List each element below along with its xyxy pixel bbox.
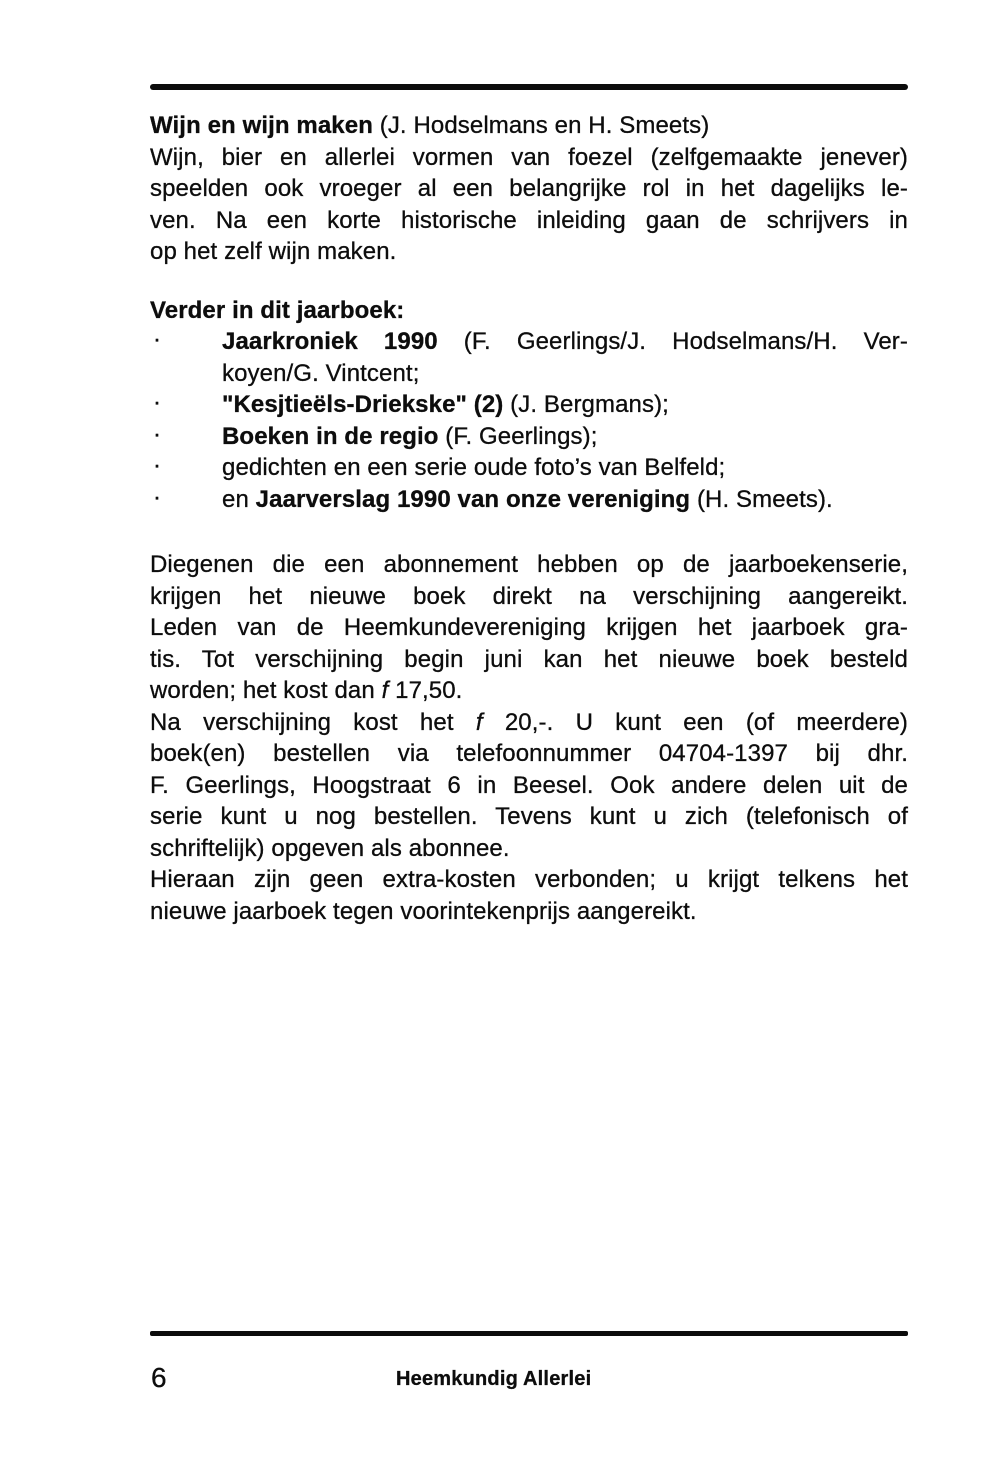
text-segment: f <box>475 708 483 736</box>
text-segment: krijgen het nieuwe boek direkt na verschijning aangereikt. <box>150 582 908 610</box>
text-segment: 20,-. U kunt een (of meerdere) <box>482 708 908 736</box>
text-line <box>150 738 908 770</box>
text-segment: Na verschijning kost het <box>150 708 476 736</box>
text-line <box>150 358 908 390</box>
text-segment: "Kesjtieëls-Driekske" (2) <box>222 391 504 418</box>
text-segment: gedichten en een serie oude foto’s van Belfeld; <box>222 454 726 481</box>
text-segment: (F. Geerlings/J. Hodselmans/H. Ver- <box>437 328 908 355</box>
bullet-icon: · <box>153 483 162 511</box>
journal-title: Heemkundig Allerlei <box>396 1368 592 1390</box>
text-segment: op het zelf wijn maken. <box>150 238 397 265</box>
text-line <box>150 581 908 613</box>
intro-paragraph <box>150 110 908 268</box>
text-segment: ven. Na een korte historische inleiding gaan de schrijvers in <box>150 206 908 234</box>
text-blocks <box>150 110 908 927</box>
text-segment: 17,50. <box>388 677 463 704</box>
text-segment: (J. Hodselmans en H. Smeets) <box>372 112 710 139</box>
text-segment: nieuwe jaarboek tegen voorintekenprijs aangereikt. <box>150 897 697 925</box>
text-segment: Boeken in de regio <box>222 422 439 450</box>
text-segment: Jaarverslag 1990 van onze vereniging <box>255 485 691 513</box>
text-line <box>150 173 908 205</box>
text-line <box>150 549 908 581</box>
text-segment: Leden van de Heemkundevereniging krijgen het jaarboek gra- <box>150 614 908 641</box>
bullet-icon: · <box>153 452 162 479</box>
bullet-icon: · <box>153 389 162 416</box>
text-line <box>150 864 908 896</box>
text-line <box>150 675 908 707</box>
text-line <box>150 484 908 516</box>
text-segment: en <box>222 485 256 513</box>
text-segment: Wijn en wijn maken <box>150 112 373 139</box>
text-segment: Diegenen die een abonnement hebben op de jaarboekenserie, <box>150 551 908 578</box>
text-segment: speelden ook vroeger al een belangrijke rol in het dagelijks le- <box>150 175 908 202</box>
text-segment: Verder in dit jaarboek: <box>150 296 405 324</box>
text-line <box>150 389 908 421</box>
text-line <box>150 421 908 453</box>
text-line <box>150 801 908 833</box>
text-segment: (F. Geerlings); <box>438 422 598 450</box>
text-segment: worden; het kost dan <box>150 677 382 704</box>
text-line <box>150 644 908 676</box>
text-line <box>150 110 908 142</box>
text-line <box>150 612 908 644</box>
text-line <box>150 833 908 865</box>
text-segment: F. Geerlings, Hoogstraat 6 in Beesel. Ook andere delen uit de <box>150 771 908 799</box>
text-line <box>150 326 908 358</box>
text-segment: Wijn, bier en allerlei vormen van foezel (zelfgemaakte jenever) <box>150 143 908 171</box>
text-segment: schriftelijk) opgeven als abonnee. <box>150 834 510 862</box>
text-line <box>150 142 908 174</box>
jaarboek-section <box>150 295 908 516</box>
text-line <box>150 707 908 739</box>
text-segment: boek(en) bestellen via telefoonnummer 04704-1397 bij dhr. <box>150 740 908 767</box>
text-line <box>150 205 908 237</box>
text-segment: tis. Tot verschijning begin juni kan het nieuwe boek besteld <box>150 645 908 673</box>
text-segment: serie kunt u nog bestellen. Tevens kunt u zich (telefonisch of <box>150 803 908 830</box>
page-body <box>150 84 908 927</box>
bullet-icon: · <box>153 326 162 353</box>
text-line <box>150 295 908 327</box>
bullet-icon: · <box>153 420 162 448</box>
footer-rule <box>150 1331 908 1336</box>
text-segment: Jaarkroniek 1990 <box>222 328 438 355</box>
text-line <box>150 770 908 802</box>
page-number: 6 <box>151 1362 167 1393</box>
text-line <box>150 236 908 268</box>
text-line <box>150 452 908 484</box>
text-line <box>150 896 908 928</box>
top-rule <box>150 84 908 90</box>
text-segment: f <box>381 677 389 704</box>
text-segment: Hieraan zijn geen extra-kosten verbonden; u krijgt telkens het <box>150 866 908 893</box>
text-segment: koyen/G. Vintcent; <box>222 359 420 387</box>
ordering-paragraph <box>150 549 908 927</box>
text-segment: (H. Smeets). <box>690 485 833 513</box>
text-segment: (J. Bergmans); <box>503 391 669 418</box>
